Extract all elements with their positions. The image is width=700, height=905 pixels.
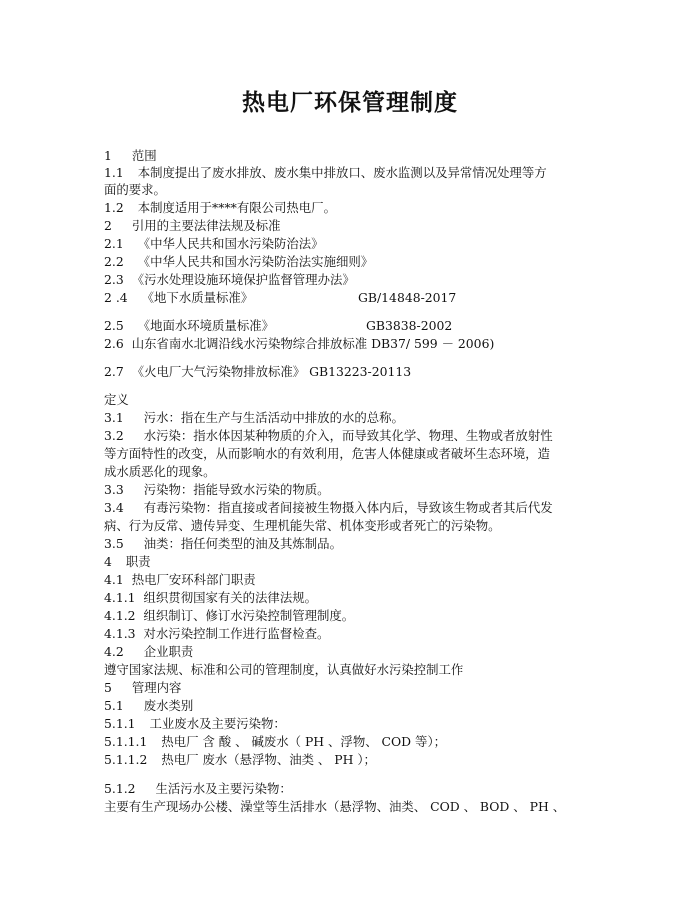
clause-number: 1.2 <box>104 200 124 215</box>
standard-code: GB3838-2002 <box>366 318 453 333</box>
clause-number: 5 <box>104 680 112 695</box>
clause-text: 《污水处理设施环境保护监督管理办法》 <box>131 272 355 287</box>
clause-text: 《地下水质量标准》 <box>141 290 254 305</box>
clause-text: 油类：指任何类型的油及其炼制品。 <box>143 536 342 551</box>
clause-text: 《中华人民共和国水污染防治法》 <box>137 236 324 251</box>
clause-text: 工业废水及主要污染物： <box>149 716 286 731</box>
clause-line <box>104 165 547 181</box>
clause-text: 生活污水及主要污染物： <box>155 781 292 796</box>
clause-number: 4.2 <box>104 644 124 659</box>
clause-line <box>104 734 446 750</box>
clause-number: 2.5 <box>104 318 124 333</box>
document-title: 热电厂环保管理制度 <box>242 90 458 116</box>
clause-text: 污水：指在生产与生活活动中排放的水的总称。 <box>143 410 404 425</box>
clause-number: 4.1.1 <box>104 590 136 605</box>
clause-text: 等方面特性的改变，从而影响水的有效利用，危害人体健康或者破坏生态环境，造 <box>104 446 551 461</box>
clause-line <box>104 272 355 288</box>
clause-number: 3.2 <box>104 428 124 443</box>
clause-text: 热电厂 含 酸 、 碱废水（ PH 、浮物、 COD 等）； <box>161 734 447 749</box>
clause-number: 1.1 <box>104 165 124 180</box>
standard-code: GB/14848-2017 <box>358 290 457 305</box>
clause-line <box>104 716 286 732</box>
clause-line <box>104 364 411 380</box>
clause-line <box>104 318 564 334</box>
clause-number: 3.3 <box>104 482 124 497</box>
clause-line <box>104 428 553 444</box>
clause-number: 5.1.1 <box>104 716 136 731</box>
clause-number: 2.7 <box>104 364 124 379</box>
clause-text: 有毒污染物：指直接或者间接被生物摄入体内后，导致该生物或者其后代发 <box>143 500 553 515</box>
clause-number: 3.4 <box>104 500 124 515</box>
clause-line <box>104 254 373 270</box>
clause-line <box>104 644 193 660</box>
section-heading <box>104 148 157 164</box>
clause-text: 废水类别 <box>143 698 194 713</box>
clause-number: 4 <box>104 554 112 569</box>
section-heading <box>104 218 281 234</box>
section-heading <box>104 680 181 696</box>
clause-number: 5.1.2 <box>104 781 136 796</box>
clause-line <box>104 698 193 714</box>
clause-text: 本制度适用于****有限公司热电厂。 <box>137 200 336 215</box>
clause-line <box>104 290 564 306</box>
clause-text: 《地面水环境质量标准》 <box>137 318 275 333</box>
clause-line <box>104 200 336 216</box>
section-heading <box>104 392 129 408</box>
clause-text: 《中华人民共和国水污染防治法实施细则》 <box>137 254 374 269</box>
clause-number: 2.1 <box>104 236 124 251</box>
clause-text: 水污染：指水体因某种物质的介入，而导致其化学、物理、生物或者放射性 <box>143 428 553 443</box>
clause-number: 2.3 <box>104 272 124 287</box>
clause-line-continued <box>104 446 550 462</box>
clause-line <box>104 572 256 588</box>
clause-number: 2.2 <box>104 254 124 269</box>
clause-number: 4.1.3 <box>104 626 136 641</box>
clause-text: 污染物：指能导致水污染的物质。 <box>143 482 330 497</box>
clause-text: 热电厂 废水（悬浮物、油类 、 PH ）； <box>161 752 376 767</box>
clause-text: 主要有生产现场办公楼、澡堂等生活排水（悬浮物、油类、 COD 、 BOD 、 PH 、 <box>104 799 566 814</box>
clause-text: 山东省南水北调沿线水污染物综合排放标准 DB37/ 599 － 2006) <box>131 336 495 351</box>
clause-number: 3.5 <box>104 536 124 551</box>
clause-text: 组织贯彻国家有关的法律法规。 <box>143 590 317 605</box>
clause-line-continued <box>104 799 565 815</box>
clause-line-continued <box>104 464 216 480</box>
clause-number: 4.1.2 <box>104 608 136 623</box>
clause-line <box>104 752 376 768</box>
clause-text: 热电厂安环科部门职责 <box>131 572 256 587</box>
clause-line-continued <box>104 182 166 198</box>
clause-text: 管理内容 <box>131 680 182 695</box>
clause-line <box>104 608 354 624</box>
clause-line <box>104 236 324 252</box>
clause-text: 成水质恶化的现象。 <box>104 464 216 479</box>
clause-number: 2 .4 <box>104 290 128 305</box>
clause-text: 范围 <box>131 148 157 163</box>
clause-text: 本制度提出了废水排放、废水集中排放口、废水监测以及异常情况处理等方 <box>137 165 547 180</box>
clause-line-continued <box>104 662 463 678</box>
clause-line <box>104 410 404 426</box>
clause-number: 2 <box>104 218 112 233</box>
clause-line <box>104 626 329 642</box>
clause-line <box>104 500 553 516</box>
clause-text: 引用的主要法律法规及标准 <box>131 218 281 233</box>
clause-text: 《火电厂大气污染物排放标准》 GB13223-20113 <box>131 364 412 379</box>
clause-line <box>104 781 292 797</box>
clause-text: 对水污染控制工作进行监督检查。 <box>143 626 330 641</box>
clause-number: 5.1 <box>104 698 124 713</box>
clause-line <box>104 336 494 352</box>
clause-text: 组织制订、修订水污染控制管理制度。 <box>143 608 355 623</box>
clause-text: 企业职责 <box>143 644 194 659</box>
clause-text: 遵守国家法规、标准和公司的管理制度，认真做好水污染控制工作 <box>104 662 464 677</box>
clause-number: 2.6 <box>104 336 124 351</box>
clause-line <box>104 482 330 498</box>
clause-number: 1 <box>104 148 112 163</box>
clause-number: 5.1.1.2 <box>104 752 148 767</box>
clause-number: 4.1 <box>104 572 124 587</box>
clause-text: 职责 <box>125 554 151 569</box>
section-heading <box>104 554 151 570</box>
clause-text: 定义 <box>104 392 129 407</box>
clause-number: 3.1 <box>104 410 124 425</box>
clause-text: 病、行为反常、遗传异变、生理机能失常、机体变形或者死亡的污染物。 <box>104 518 501 533</box>
clause-line <box>104 536 342 552</box>
clause-line <box>104 590 317 606</box>
clause-text: 面的要求。 <box>104 182 166 197</box>
clause-line-continued <box>104 518 501 534</box>
clause-number: 5.1.1.1 <box>104 734 148 749</box>
